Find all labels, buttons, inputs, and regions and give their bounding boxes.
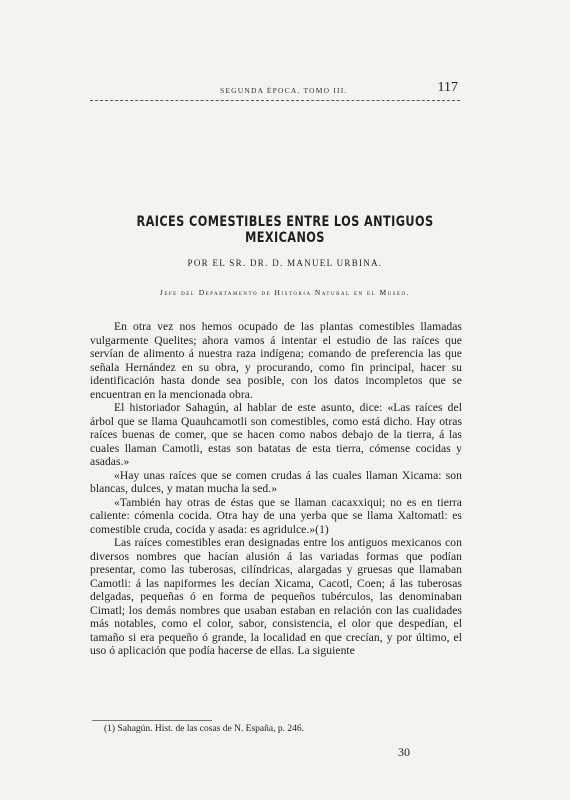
paragraph: «Hay unas raíces que se comen crudas á las cuales llaman Xicama: son blancas, dulces, y matan mucha la sed.»: [90, 468, 462, 495]
footnote-rule: [92, 720, 212, 721]
page-number: 117: [437, 80, 458, 95]
paragraph: En otra vez nos hemos ocupado de las plantas comestibles llamadas vulgarmente Quelites; ahora vamos á intentar el estudio de las raíces que servían de alimento á nuestra raza indígena; comando de preferencia las que señala Hernández en su obra, y procurando, como fin principal, hacer su identificación hasta donde sea posible, con los datos incompletos que se encuentran en la mencionada obra.: [90, 320, 462, 401]
footnote: (1) Sahagún. Hist. de las cosas de N. España, p. 246.: [104, 724, 304, 734]
article-title: RAICES COMESTIBLES ENTRE LOS ANTIGUOS MEXICANOS: [136, 214, 434, 246]
affiliation-line: Jefe del Departamento de Historia Natural en el Museo.: [159, 288, 411, 297]
author-line: POR EL SR. DR. D. MANUEL URBINA.: [187, 258, 383, 268]
header-rule: [90, 100, 460, 101]
running-title: SEGUNDA ÉPOCA. TOMO III.: [220, 86, 348, 95]
paragraph: «También hay otras de éstas que se llaman cacaxxiqui; no es en tierra caliente: cómenla cocida. Otra hay de una yerba que se llama Xaltomatl: es comestible cruda, cocida y asada: es agridulce.»(1): [90, 495, 462, 536]
body-text: [90, 320, 462, 658]
paragraph: Las raíces comestibles eran designadas entre los antiguos mexicanos con diversos nombres que hacían alusión á las variadas formas que podían presentar, como las tuberosas, cilíndricas, alargadas y gruesas que llamaban Camotli: á las napiformes les decían Xicama, Cacotl, Coen; á las tuberosas delgadas, pequeñas ó en forma de pequeños tubérculos, las denominaban Cimatl; los demás nombres que usaban estaban en relación con las cualidades más notables, como el color, sabor, consistencia, el olor que despedían, el tamaño si era pequeño ó grande, la localidad en que crecían, y por último, el uso ó aplicación que podía hacerse de ellas. La siguiente: [90, 536, 462, 657]
paragraph: El historiador Sahagún, al hablar de este asunto, dice: «Las raíces del árbol que se llama Quauhcamotli son comestibles, como está dicho. Hay otras raíces buenas de comer, que se hacen como nabos debajo de la tierra, á las cuales llaman Camotli, estas son batatas de esta tierra, cómense cocidas y asadas.»: [90, 401, 462, 468]
running-head: [90, 80, 460, 102]
signature-mark: 30: [398, 745, 410, 759]
